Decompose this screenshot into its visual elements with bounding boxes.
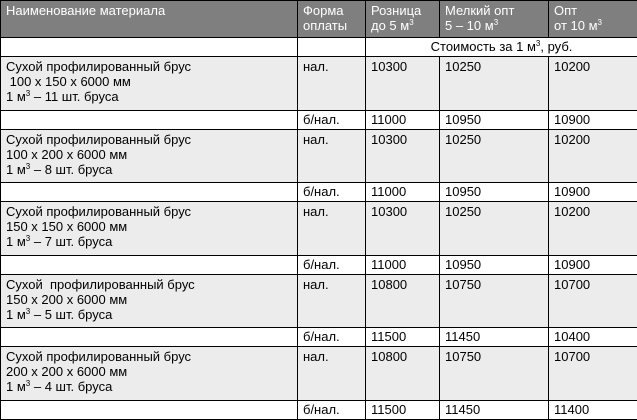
retail-price-cell: 10800: [366, 274, 440, 328]
table-row: [1, 274, 637, 328]
product-name-line1: Сухой профилированный брус: [6, 276, 195, 292]
subcaption-empty-pay: [298, 38, 366, 57]
header-payment-form-line1: Форма: [303, 3, 344, 18]
table-row: [1, 110, 637, 129]
payment-form-cell: нал.: [298, 347, 366, 401]
payment-form-cell: б/нал.: [298, 328, 366, 347]
table-row: [1, 56, 637, 110]
header-small-wholesale-unit: 5 – 10 м: [445, 18, 494, 33]
retail-price-cell: 10300: [366, 56, 440, 110]
header-payment-form: [298, 1, 366, 38]
header-wholesale-line2: [554, 18, 632, 33]
product-name-gap: [1, 110, 298, 129]
header-retail-sup: 3: [409, 18, 414, 27]
product-name-cell: [1, 274, 298, 328]
pieces-count: – 8 шт. бруса: [30, 161, 113, 177]
pieces-unit: 1 м: [6, 88, 26, 104]
product-dimensions: 150 х 200 х 6000 мм: [6, 291, 128, 307]
pieces-sup: 3: [25, 306, 31, 316]
product-name-cell: [1, 347, 298, 401]
product-name-gap: [1, 183, 298, 202]
small-wholesale-price-cell: 10250: [440, 202, 549, 256]
header-wholesale-unit: от 10 м: [554, 18, 598, 33]
retail-price-cell: 10800: [366, 347, 440, 401]
pieces-unit: 1 м: [6, 161, 26, 177]
table-row: [1, 255, 637, 274]
pieces-unit: 1 м: [6, 234, 26, 250]
header-retail-line1: Розница: [371, 3, 422, 18]
small-wholesale-price-cell: 11450: [440, 328, 549, 347]
product-name-line1: Сухой профилированный брус: [6, 204, 192, 220]
retail-price-cell: 11500: [366, 328, 440, 347]
table-row: [1, 129, 637, 183]
header-small-wholesale-sup: 3: [493, 18, 499, 27]
subcaption-text-a: Стоимость за 1 м: [430, 39, 536, 54]
pieces-sup: 3: [25, 161, 31, 171]
pieces-unit: 1 м: [6, 306, 26, 322]
subcaption-text-b: , руб.: [540, 39, 573, 54]
small-wholesale-price-cell: 10250: [440, 129, 549, 183]
product-name-cell: [1, 202, 298, 256]
header-wholesale-line1: Опт: [554, 3, 578, 18]
payment-form-cell: нал.: [298, 56, 366, 110]
pieces-count: – 7 шт. бруса: [30, 234, 113, 250]
retail-price-cell: 11000: [366, 110, 440, 129]
header-wholesale: [549, 1, 637, 38]
pieces-unit: 1 м: [6, 379, 26, 395]
product-name-line1: Сухой профилированный брус: [6, 349, 192, 365]
pieces-count: – 5 шт. бруса: [30, 306, 113, 322]
subcaption-sup: 3: [535, 39, 541, 48]
retail-price-cell: 10300: [366, 129, 440, 183]
product-name-line1: Сухой профилированный брус: [6, 131, 192, 147]
table-header: [1, 1, 637, 38]
retail-price-cell: 11000: [366, 255, 440, 274]
product-name-gap: [1, 328, 298, 347]
product-dimensions: 200 х 200 х 6000 мм: [6, 364, 128, 380]
wholesale-price-cell: 10900: [549, 110, 637, 129]
product-name-gap: [1, 255, 298, 274]
payment-form-cell: б/нал.: [298, 255, 366, 274]
header-row: [1, 1, 637, 38]
product-pieces-per-m3: [6, 234, 292, 249]
wholesale-price-cell: 11400: [549, 400, 637, 419]
wholesale-price-cell: 10700: [549, 347, 637, 401]
header-retail-unit: до 5 м: [371, 18, 410, 33]
table-row: [1, 400, 637, 419]
table-body: [1, 38, 637, 420]
product-name-line1: Сухой профилированный брус: [6, 58, 192, 74]
wholesale-price-cell: 10400: [549, 328, 637, 347]
product-pieces-per-m3: [6, 89, 292, 104]
header-retail: [366, 1, 440, 38]
table-row: [1, 183, 637, 202]
payment-form-cell: нал.: [298, 129, 366, 183]
payment-form-cell: б/нал.: [298, 183, 366, 202]
small-wholesale-price-cell: 10750: [440, 274, 549, 328]
small-wholesale-price-cell: 10950: [440, 110, 549, 129]
header-retail-line2: [371, 18, 434, 33]
pieces-sup: 3: [25, 88, 31, 98]
wholesale-price-cell: 10900: [549, 255, 637, 274]
wholesale-price-cell: 10200: [549, 129, 637, 183]
product-name-cell: [1, 56, 298, 110]
subcaption-cost-per-m3: [366, 38, 637, 57]
payment-form-cell: б/нал.: [298, 110, 366, 129]
product-pieces-per-m3: [6, 379, 292, 394]
header-material-name: [1, 1, 298, 38]
small-wholesale-price-cell: 11450: [440, 400, 549, 419]
pieces-count: – 4 шт. бруса: [30, 379, 113, 395]
product-pieces-per-m3: [6, 162, 292, 177]
product-dimensions: 100 х 200 х 6000 мм: [6, 146, 128, 162]
table-row: [1, 202, 637, 256]
small-wholesale-price-cell: 10950: [440, 183, 549, 202]
header-small-wholesale-line2: [445, 18, 543, 33]
pieces-sup: 3: [25, 379, 31, 389]
product-name-gap: [1, 400, 298, 419]
retail-price-cell: 10300: [366, 202, 440, 256]
subcaption-row: [1, 38, 637, 57]
wholesale-price-cell: 10200: [549, 202, 637, 256]
small-wholesale-price-cell: 10750: [440, 347, 549, 401]
header-material-name-text: Наименование материала: [6, 3, 166, 18]
product-dimensions: 100 х 150 х 6000 мм: [6, 73, 131, 89]
header-small-wholesale: [440, 1, 549, 38]
payment-form-cell: нал.: [298, 274, 366, 328]
wholesale-price-cell: 10700: [549, 274, 637, 328]
table-row: [1, 347, 637, 401]
header-small-wholesale-line1: Мелкий опт: [445, 3, 515, 18]
payment-form-cell: б/нал.: [298, 400, 366, 419]
table-row: [1, 328, 637, 347]
product-name-cell: [1, 129, 298, 183]
retail-price-cell: 11000: [366, 183, 440, 202]
pieces-sup: 3: [25, 234, 31, 244]
header-payment-form-line2: оплаты: [303, 18, 348, 33]
wholesale-price-cell: 10900: [549, 183, 637, 202]
small-wholesale-price-cell: 10950: [440, 255, 549, 274]
wholesale-price-cell: 10200: [549, 56, 637, 110]
subcaption-empty-name: [1, 38, 298, 57]
pieces-count: – 11 шт. бруса: [30, 88, 119, 104]
payment-form-cell: нал.: [298, 202, 366, 256]
retail-price-cell: 11500: [366, 400, 440, 419]
product-pieces-per-m3: [6, 307, 292, 322]
product-dimensions: 150 х 150 х 6000 мм: [6, 219, 128, 235]
header-wholesale-sup: 3: [597, 18, 602, 27]
small-wholesale-price-cell: 10250: [440, 56, 549, 110]
